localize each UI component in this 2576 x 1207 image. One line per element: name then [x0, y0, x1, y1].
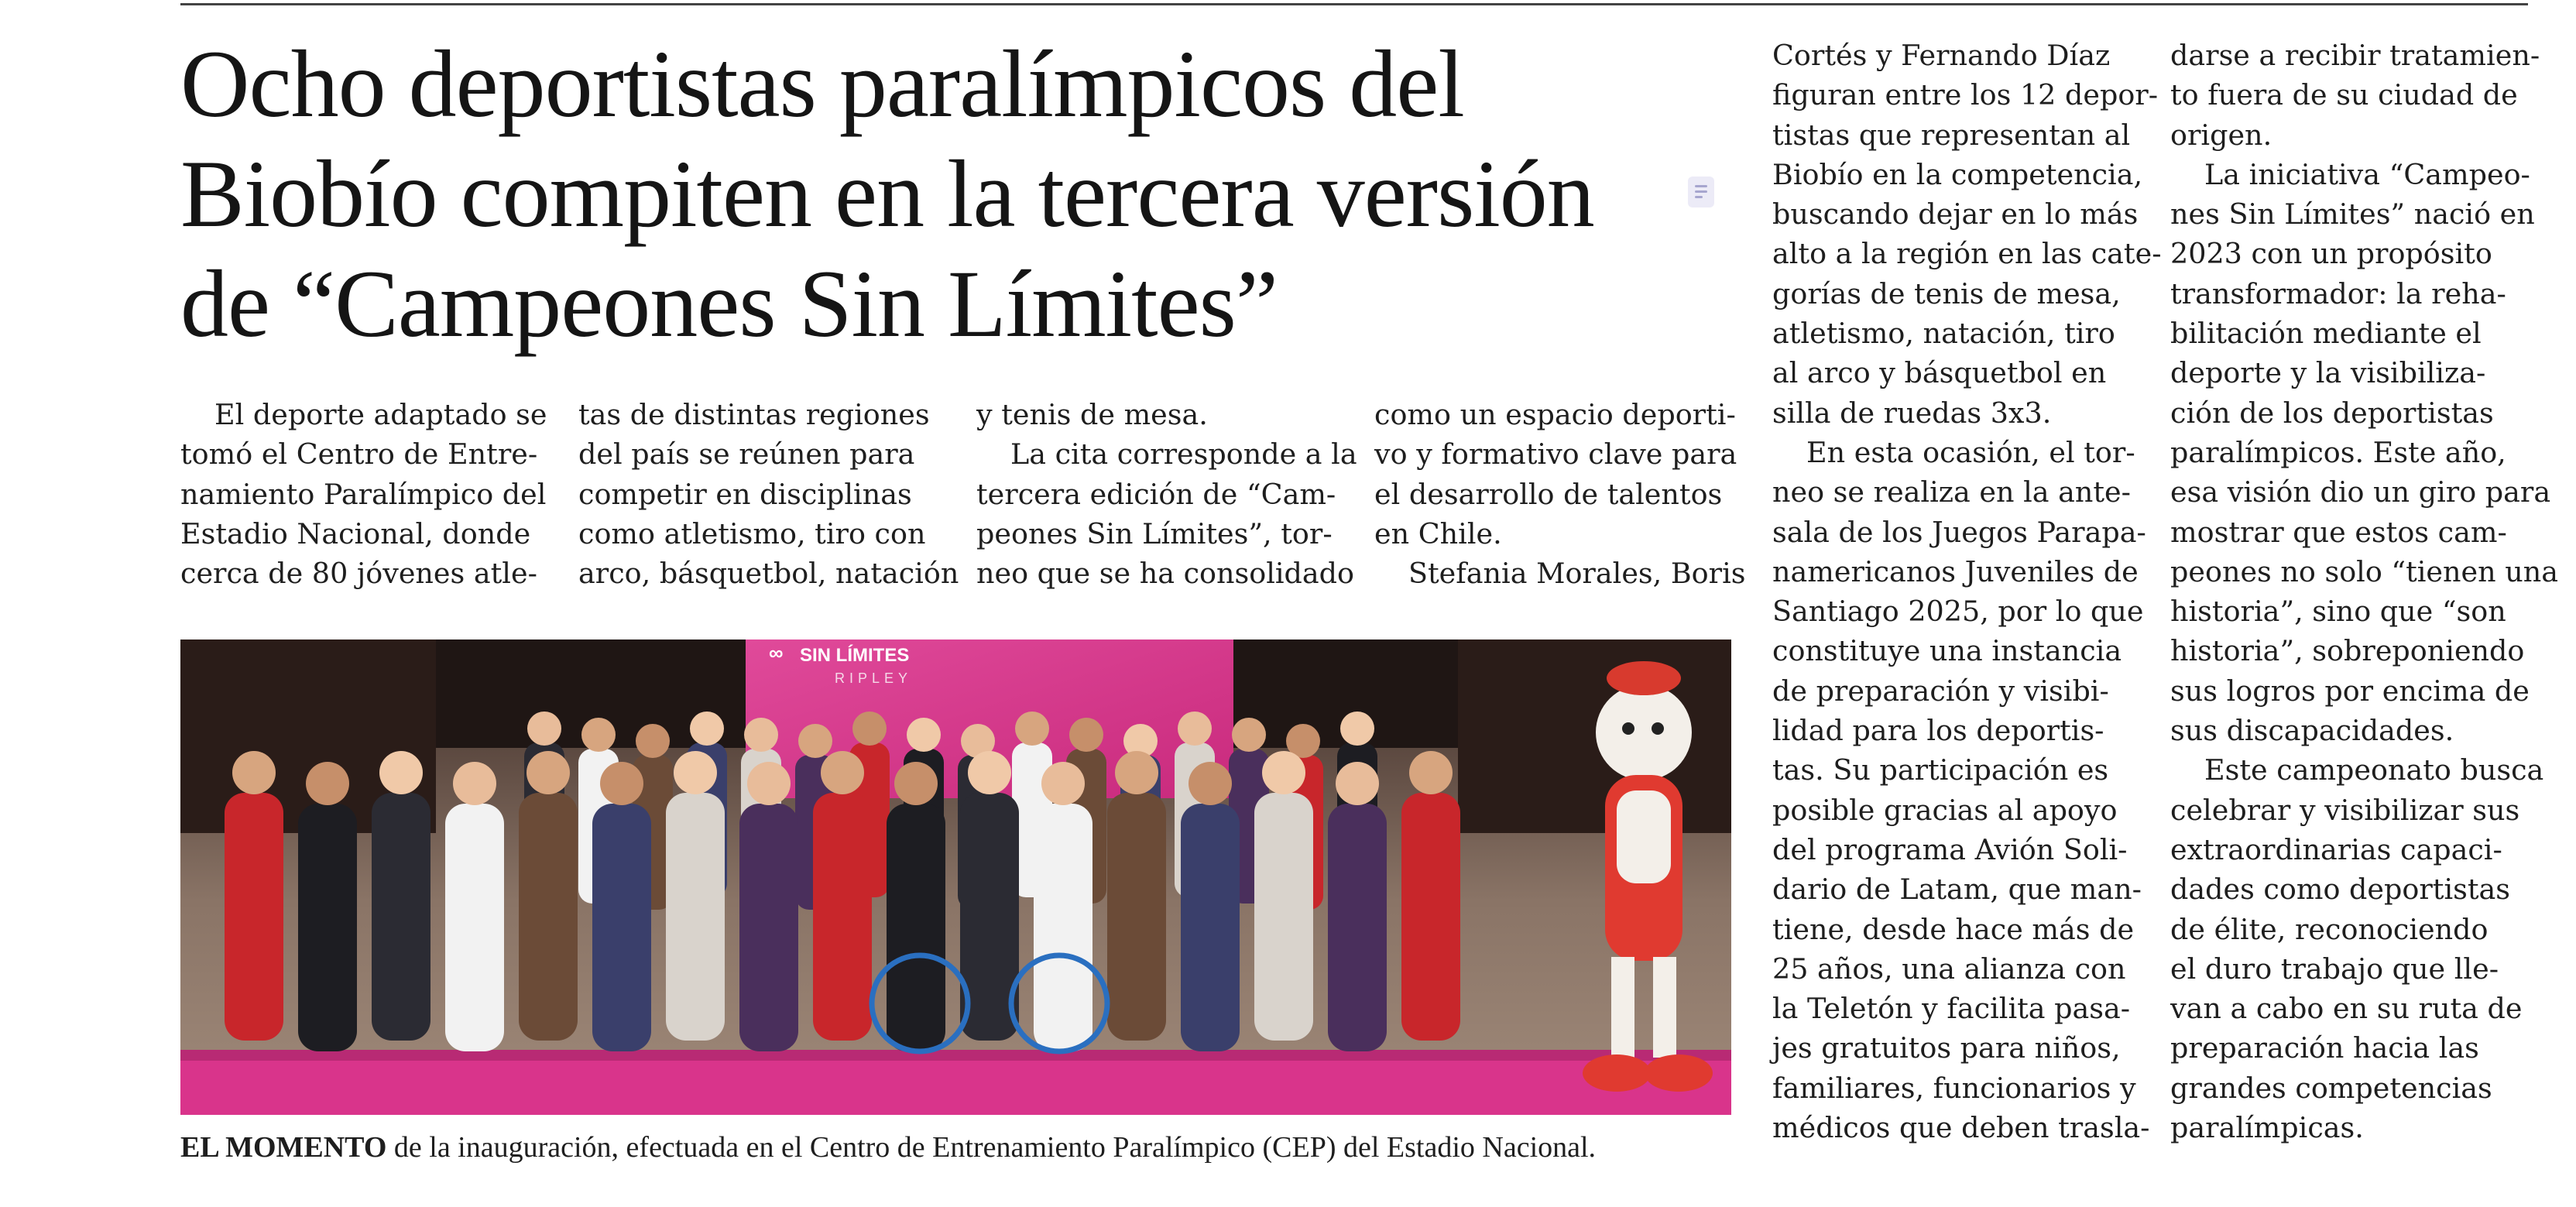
text-line: el duro trabajo que lle-	[2170, 952, 2499, 986]
headline-line: de “Campeones Sin Límites”	[180, 251, 1278, 357]
text-line: La cita corresponde a la	[1010, 437, 1357, 471]
text-line: nes Sin Límites” nació en	[2170, 197, 2535, 231]
body-column-1	[180, 395, 547, 593]
caption-lead: EL MOMENTO	[180, 1131, 387, 1164]
text-line: constituye una instancia	[1772, 634, 2122, 668]
text-line: ción de los deportistas	[2170, 396, 2494, 430]
top-rule	[180, 3, 2528, 5]
text-line: celebrar y visibilizar sus	[2170, 793, 2520, 827]
text-line: 2023 con un propósito	[2170, 237, 2492, 271]
text-line: neo se realiza en la ante-	[1772, 475, 2131, 509]
note-icon[interactable]	[1688, 177, 1714, 207]
text-line: historia”, sino que “son	[2170, 595, 2506, 629]
text-line: posible gracias al apoyo	[1772, 793, 2118, 827]
text-line: En esta ocasión, el tor-	[1806, 435, 2135, 469]
text-line: tistas que representan al	[1772, 118, 2131, 152]
text-line: La iniciativa “Campeo-	[2204, 157, 2530, 191]
text-line: van a cabo en su ruta de	[2170, 992, 2523, 1026]
text-line: tiene, desde hace más de	[1772, 912, 2135, 946]
text-line: tercera edición de “Cam-	[976, 477, 1336, 511]
text-line: lidad para los deportis-	[1772, 714, 2104, 748]
text-line: de preparación y visibi-	[1772, 674, 2109, 708]
text-line: vo y formativo clave para	[1374, 437, 1737, 471]
caption-text: de la inauguración, efectuada en el Centro de Entrenamiento Paralímpico (CEP) del Estadio Nacional.	[386, 1131, 1597, 1164]
text-line: Stefania Morales, Boris	[1408, 557, 1746, 591]
banner-text: SIN LÍMITES	[800, 645, 910, 666]
text-line: transformador: la reha-	[2170, 276, 2506, 310]
text-line: Este campeonato busca	[2204, 753, 2544, 787]
text-line: al arco y básquetbol en	[1772, 356, 2107, 390]
text-line: como un espacio deporti-	[1374, 398, 1736, 431]
text-line: bilitación mediante el	[2170, 317, 2482, 351]
body-column-5	[1772, 36, 2162, 1147]
text-line: sala de los Juegos Parapa-	[1772, 515, 2146, 549]
text-line: del país se reúnen para	[578, 437, 915, 471]
text-line: Cortés y Fernando Díaz	[1772, 39, 2111, 72]
body-column-3	[976, 395, 1357, 593]
svg-text:∞: ∞	[769, 641, 784, 664]
text-line: y tenis de mesa.	[976, 398, 1208, 431]
text-line: del programa Avión Soli-	[1772, 832, 2128, 866]
body-column-2	[578, 395, 959, 593]
text-line: jes gratuitos para niños,	[1772, 1031, 2121, 1065]
text-line: silla de ruedas 3x3.	[1772, 396, 2052, 430]
text-line: mostrar que estos cam-	[2170, 515, 2507, 549]
body-column-6	[2170, 36, 2559, 1147]
text-line: la Teletón y facilita pasa-	[1772, 992, 2131, 1026]
photo-illustration	[180, 640, 1731, 1115]
text-line: 25 años, una alianza con	[1772, 952, 2126, 986]
text-line: tas. Su participación es	[1772, 753, 2109, 787]
text-line: competir en disciplinas	[578, 477, 912, 511]
text-line: extraordinarias capaci-	[2170, 832, 2502, 866]
text-line: neo que se ha consolidado	[976, 557, 1355, 591]
text-line: Estadio Nacional, donde	[180, 516, 531, 550]
text-line: deporte y la visibiliza-	[2170, 356, 2486, 390]
text-line: origen.	[2170, 118, 2272, 152]
text-line: paralímpicas.	[2170, 1111, 2364, 1145]
text-line: gorías de tenis de mesa,	[1772, 276, 2121, 310]
text-line: sus logros por encima de	[2170, 674, 2530, 708]
text-line: de élite, reconociendo	[2170, 912, 2489, 946]
text-line: tomó el Centro de Entre-	[180, 437, 538, 471]
photo-caption	[180, 1129, 1760, 1166]
text-line: cerca de 80 jóvenes atle-	[180, 557, 537, 591]
text-line: sus discapacidades.	[2170, 714, 2454, 748]
text-line: Biobío en la competencia,	[1772, 157, 2143, 191]
text-line: to fuera de su ciudad de	[2170, 78, 2518, 112]
text-line: peones Sin Límites”, tor-	[976, 516, 1333, 550]
text-line: familiares, funcionarios y	[1772, 1071, 2136, 1105]
text-line: namericanos Juveniles de	[1772, 554, 2139, 588]
banner-text: RIPLEY	[835, 670, 913, 686]
event-photo	[180, 640, 1731, 1115]
body-column-4	[1374, 395, 1746, 593]
text-line: grandes competencias	[2170, 1071, 2492, 1105]
text-line: darse a recibir tratamien-	[2170, 39, 2540, 72]
headline-line: Ocho deportistas paralímpicos del	[180, 31, 1464, 137]
text-line: Santiago 2025, por lo que	[1772, 595, 2144, 629]
headline	[180, 29, 1729, 359]
text-line: atletismo, natación, tiro	[1772, 317, 2115, 351]
text-line: namiento Paralímpico del	[180, 477, 547, 511]
text-line: como atletismo, tiro con	[578, 516, 926, 550]
text-line: en Chile.	[1374, 516, 1502, 550]
text-line: dades como deportistas	[2170, 873, 2511, 907]
text-line: el desarrollo de talentos	[1374, 477, 1723, 511]
text-line: figuran entre los 12 depor-	[1772, 78, 2159, 112]
text-line: alto a la región en las cate-	[1772, 237, 2162, 271]
text-line: preparación hacia las	[2170, 1031, 2479, 1065]
text-line: buscando dejar en lo más	[1772, 197, 2139, 231]
text-line: historia”, sobreponiendo	[2170, 634, 2525, 668]
text-line: peones no solo “tienen una	[2170, 554, 2559, 588]
text-line: arco, básquetbol, natación	[578, 557, 959, 591]
text-line: dario de Latam, que man-	[1772, 873, 2142, 907]
text-line: El deporte adaptado se	[214, 398, 547, 431]
text-line: tas de distintas regiones	[578, 398, 930, 431]
text-line: paralímpicos. Este año,	[2170, 435, 2506, 469]
headline-line: Biobío compiten en la tercera versión	[180, 141, 1594, 247]
text-line: médicos que deben trasla-	[1772, 1111, 2150, 1145]
text-line: esa visión dio un giro para	[2170, 475, 2551, 509]
